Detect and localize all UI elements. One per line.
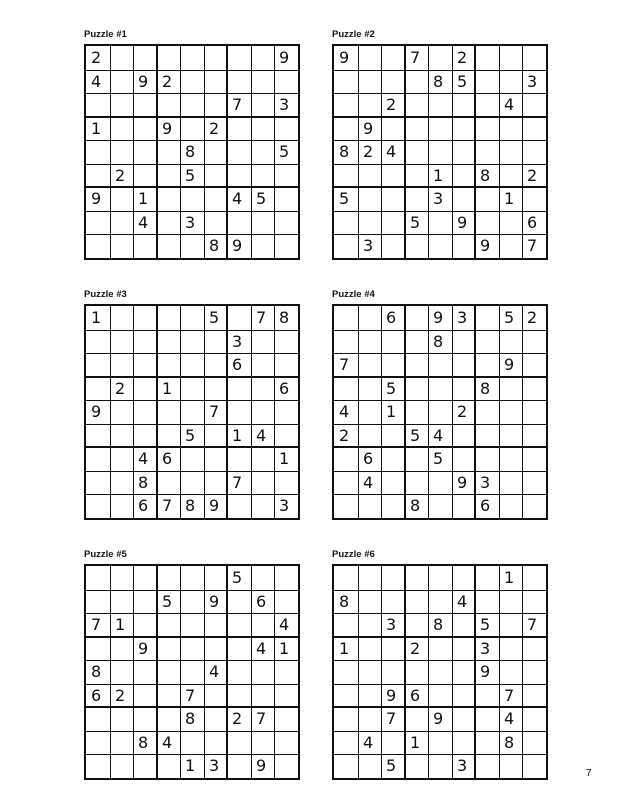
sudoku-given-digit: 5 bbox=[162, 592, 173, 611]
sudoku-given-digit: 9 bbox=[162, 119, 173, 138]
sudoku-given-digit: 1 bbox=[279, 639, 290, 658]
sudoku-given-digit: 3 bbox=[363, 236, 374, 255]
sudoku-given-digit: 8 bbox=[138, 473, 149, 492]
sudoku-given-digit: 4 bbox=[504, 95, 515, 114]
sudoku-given-digit: 8 bbox=[410, 496, 421, 515]
grid-line bbox=[110, 306, 111, 518]
sudoku-given-digit: 8 bbox=[279, 308, 290, 327]
sudoku-given-digit: 3 bbox=[480, 473, 491, 492]
sudoku-given-digit: 7 bbox=[339, 355, 350, 374]
grid-line bbox=[334, 400, 546, 401]
sudoku-given-digit: 1 bbox=[386, 402, 397, 421]
sudoku-given-digit: 4 bbox=[504, 709, 515, 728]
sudoku-given-digit: 2 bbox=[527, 308, 538, 327]
sudoku-given-digit: 8 bbox=[209, 236, 220, 255]
grid-line bbox=[110, 46, 111, 258]
sudoku-given-digit: 8 bbox=[91, 662, 102, 681]
sudoku-given-digit: 7 bbox=[256, 709, 267, 728]
grid-line bbox=[334, 211, 546, 212]
puzzle-title: Puzzle #4 bbox=[332, 289, 375, 300]
sudoku-given-digit: 1 bbox=[115, 615, 126, 634]
sudoku-given-digit: 6 bbox=[386, 308, 397, 327]
sudoku-given-digit: 2 bbox=[457, 48, 468, 67]
sudoku-given-digit: 4 bbox=[433, 426, 444, 445]
sudoku-given-digit: 8 bbox=[138, 733, 149, 752]
grid-line bbox=[86, 93, 298, 94]
sudoku-given-digit: 1 bbox=[339, 639, 350, 658]
sudoku-given-digit: 9 bbox=[138, 72, 149, 91]
grid-line bbox=[499, 46, 500, 258]
sudoku-given-digit: 9 bbox=[339, 48, 350, 67]
sudoku-given-digit: 9 bbox=[480, 662, 491, 681]
sudoku-grid bbox=[332, 44, 548, 260]
sudoku-given-digit: 2 bbox=[115, 379, 126, 398]
grid-line bbox=[86, 116, 298, 118]
grid-line bbox=[334, 660, 546, 661]
puzzle-title: Puzzle #1 bbox=[84, 29, 127, 40]
sudoku-given-digit: 3 bbox=[232, 332, 243, 351]
grid-line bbox=[180, 306, 181, 518]
puzzle-title: Puzzle #6 bbox=[332, 549, 375, 560]
sudoku-given-digit: 3 bbox=[457, 308, 468, 327]
sudoku-given-digit: 5 bbox=[279, 142, 290, 161]
sudoku-given-digit: 1 bbox=[504, 189, 515, 208]
sudoku-given-digit: 4 bbox=[339, 402, 350, 421]
sudoku-given-digit: 7 bbox=[162, 496, 173, 515]
sudoku-given-digit: 7 bbox=[504, 686, 515, 705]
sudoku-given-digit: 6 bbox=[527, 213, 538, 232]
sudoku-given-digit: 1 bbox=[138, 189, 149, 208]
sudoku-given-digit: 5 bbox=[185, 426, 196, 445]
sudoku-given-digit: 8 bbox=[185, 142, 196, 161]
sudoku-given-digit: 9 bbox=[433, 308, 444, 327]
sudoku-given-digit: 6 bbox=[138, 496, 149, 515]
sudoku-given-digit: 7 bbox=[386, 709, 397, 728]
sudoku-given-digit: 2 bbox=[527, 166, 538, 185]
grid-line bbox=[204, 46, 205, 258]
sudoku-given-digit: 7 bbox=[256, 308, 267, 327]
sudoku-given-digit: 9 bbox=[457, 213, 468, 232]
sudoku-given-digit: 2 bbox=[115, 166, 126, 185]
sudoku-grid bbox=[84, 304, 300, 520]
grid-line bbox=[274, 306, 275, 518]
sudoku-given-digit: 8 bbox=[480, 166, 491, 185]
puzzle-title: Puzzle #5 bbox=[84, 549, 127, 560]
sudoku-given-digit: 2 bbox=[386, 95, 397, 114]
sudoku-given-digit: 2 bbox=[457, 402, 468, 421]
sudoku-given-digit: 8 bbox=[504, 733, 515, 752]
sudoku-given-digit: 5 bbox=[410, 426, 421, 445]
sudoku-given-digit: 8 bbox=[185, 496, 196, 515]
sudoku-given-digit: 9 bbox=[256, 756, 267, 775]
sudoku-given-digit: 3 bbox=[527, 72, 538, 91]
sudoku-given-digit: 2 bbox=[410, 639, 421, 658]
grid-line bbox=[251, 46, 252, 258]
sudoku-given-digit: 1 bbox=[504, 568, 515, 587]
sudoku-given-digit: 6 bbox=[279, 379, 290, 398]
sudoku-given-digit: 8 bbox=[480, 379, 491, 398]
sudoku-given-digit: 6 bbox=[480, 496, 491, 515]
sudoku-given-digit: 7 bbox=[185, 686, 196, 705]
sudoku-given-digit: 9 bbox=[209, 592, 220, 611]
sudoku-given-digit: 5 bbox=[386, 756, 397, 775]
sudoku-given-digit: 8 bbox=[339, 592, 350, 611]
sudoku-given-digit: 6 bbox=[91, 686, 102, 705]
sudoku-given-digit: 9 bbox=[504, 355, 515, 374]
sudoku-given-digit: 3 bbox=[185, 213, 196, 232]
grid-line bbox=[86, 353, 298, 354]
sudoku-given-digit: 5 bbox=[209, 308, 220, 327]
sudoku-given-digit: 3 bbox=[279, 95, 290, 114]
sudoku-given-digit: 8 bbox=[433, 72, 444, 91]
sudoku-given-digit: 6 bbox=[162, 449, 173, 468]
sudoku-given-digit: 9 bbox=[209, 496, 220, 515]
sudoku-grid bbox=[84, 564, 300, 780]
sudoku-given-digit: 1 bbox=[91, 308, 102, 327]
sudoku-given-digit: 2 bbox=[339, 426, 350, 445]
sudoku-given-digit: 7 bbox=[91, 615, 102, 634]
grid-line bbox=[86, 731, 298, 732]
sudoku-given-digit: 3 bbox=[457, 756, 468, 775]
sudoku-given-digit: 9 bbox=[363, 119, 374, 138]
sudoku-given-digit: 7 bbox=[410, 48, 421, 67]
sudoku-grid bbox=[332, 304, 548, 520]
sudoku-grid bbox=[332, 564, 548, 780]
sudoku-given-digit: 9 bbox=[480, 236, 491, 255]
sudoku-given-digit: 8 bbox=[433, 332, 444, 351]
grid-line bbox=[86, 471, 298, 472]
sudoku-given-digit: 2 bbox=[91, 48, 102, 67]
grid-line bbox=[86, 70, 298, 71]
sudoku-given-digit: 1 bbox=[162, 379, 173, 398]
sudoku-given-digit: 4 bbox=[232, 189, 243, 208]
sudoku-given-digit: 9 bbox=[386, 686, 397, 705]
sudoku-given-digit: 5 bbox=[232, 568, 243, 587]
sudoku-given-digit: 4 bbox=[363, 733, 374, 752]
grid-line bbox=[334, 590, 546, 591]
grid-line bbox=[522, 306, 523, 518]
sudoku-given-digit: 5 bbox=[433, 449, 444, 468]
sudoku-given-digit: 7 bbox=[527, 236, 538, 255]
sudoku-given-digit: 1 bbox=[279, 449, 290, 468]
sudoku-given-digit: 9 bbox=[457, 473, 468, 492]
grid-line bbox=[251, 306, 252, 518]
sudoku-given-digit: 8 bbox=[433, 615, 444, 634]
sudoku-given-digit: 4 bbox=[386, 142, 397, 161]
sudoku-given-digit: 5 bbox=[410, 213, 421, 232]
sudoku-given-digit: 5 bbox=[339, 189, 350, 208]
sudoku-given-digit: 9 bbox=[91, 402, 102, 421]
sudoku-given-digit: 3 bbox=[433, 189, 444, 208]
sudoku-given-digit: 1 bbox=[410, 733, 421, 752]
sudoku-given-digit: 9 bbox=[433, 709, 444, 728]
sudoku-grid bbox=[84, 44, 300, 260]
sudoku-given-digit: 4 bbox=[138, 449, 149, 468]
sudoku-given-digit: 5 bbox=[386, 379, 397, 398]
grid-line bbox=[499, 306, 500, 518]
sudoku-given-digit: 9 bbox=[279, 48, 290, 67]
sudoku-given-digit: 9 bbox=[138, 639, 149, 658]
sudoku-given-digit: 4 bbox=[279, 615, 290, 634]
sudoku-given-digit: 2 bbox=[232, 709, 243, 728]
sudoku-given-digit: 6 bbox=[232, 355, 243, 374]
sudoku-given-digit: 4 bbox=[209, 662, 220, 681]
sudoku-given-digit: 4 bbox=[162, 733, 173, 752]
sudoku-given-digit: 5 bbox=[504, 308, 515, 327]
sudoku-given-digit: 1 bbox=[433, 166, 444, 185]
sudoku-given-digit: 5 bbox=[480, 615, 491, 634]
sudoku-given-digit: 6 bbox=[410, 686, 421, 705]
sudoku-given-digit: 2 bbox=[363, 142, 374, 161]
sudoku-given-digit: 7 bbox=[232, 95, 243, 114]
sudoku-given-digit: 5 bbox=[457, 72, 468, 91]
grid-line bbox=[110, 566, 111, 778]
sudoku-given-digit: 1 bbox=[185, 756, 196, 775]
sudoku-given-digit: 3 bbox=[209, 756, 220, 775]
grid-line bbox=[86, 330, 298, 331]
sudoku-given-digit: 1 bbox=[232, 426, 243, 445]
sudoku-given-digit: 7 bbox=[527, 615, 538, 634]
puzzle-title: Puzzle #3 bbox=[84, 289, 127, 300]
sudoku-given-digit: 9 bbox=[91, 189, 102, 208]
sudoku-given-digit: 7 bbox=[232, 473, 243, 492]
sudoku-given-digit: 4 bbox=[91, 72, 102, 91]
sudoku-given-digit: 4 bbox=[457, 592, 468, 611]
puzzle-title: Puzzle #2 bbox=[332, 29, 375, 40]
sudoku-given-digit: 2 bbox=[115, 686, 126, 705]
page-number: 7 bbox=[586, 768, 592, 779]
sudoku-given-digit: 3 bbox=[386, 615, 397, 634]
sudoku-given-digit: 3 bbox=[480, 639, 491, 658]
sudoku-given-digit: 7 bbox=[209, 402, 220, 421]
sudoku-given-digit: 1 bbox=[91, 119, 102, 138]
sudoku-given-digit: 6 bbox=[256, 592, 267, 611]
sudoku-given-digit: 8 bbox=[185, 709, 196, 728]
sudoku-given-digit: 4 bbox=[138, 213, 149, 232]
sudoku-given-digit: 6 bbox=[363, 449, 374, 468]
sudoku-given-digit: 5 bbox=[256, 189, 267, 208]
sudoku-given-digit: 4 bbox=[256, 639, 267, 658]
sudoku-given-digit: 5 bbox=[185, 166, 196, 185]
sudoku-given-digit: 3 bbox=[279, 496, 290, 515]
grid-line bbox=[226, 46, 228, 258]
sudoku-given-digit: 2 bbox=[162, 72, 173, 91]
sudoku-given-digit: 4 bbox=[256, 426, 267, 445]
sudoku-given-digit: 9 bbox=[232, 236, 243, 255]
sudoku-given-digit: 8 bbox=[339, 142, 350, 161]
sudoku-given-digit: 2 bbox=[209, 119, 220, 138]
sudoku-given-digit: 4 bbox=[363, 473, 374, 492]
